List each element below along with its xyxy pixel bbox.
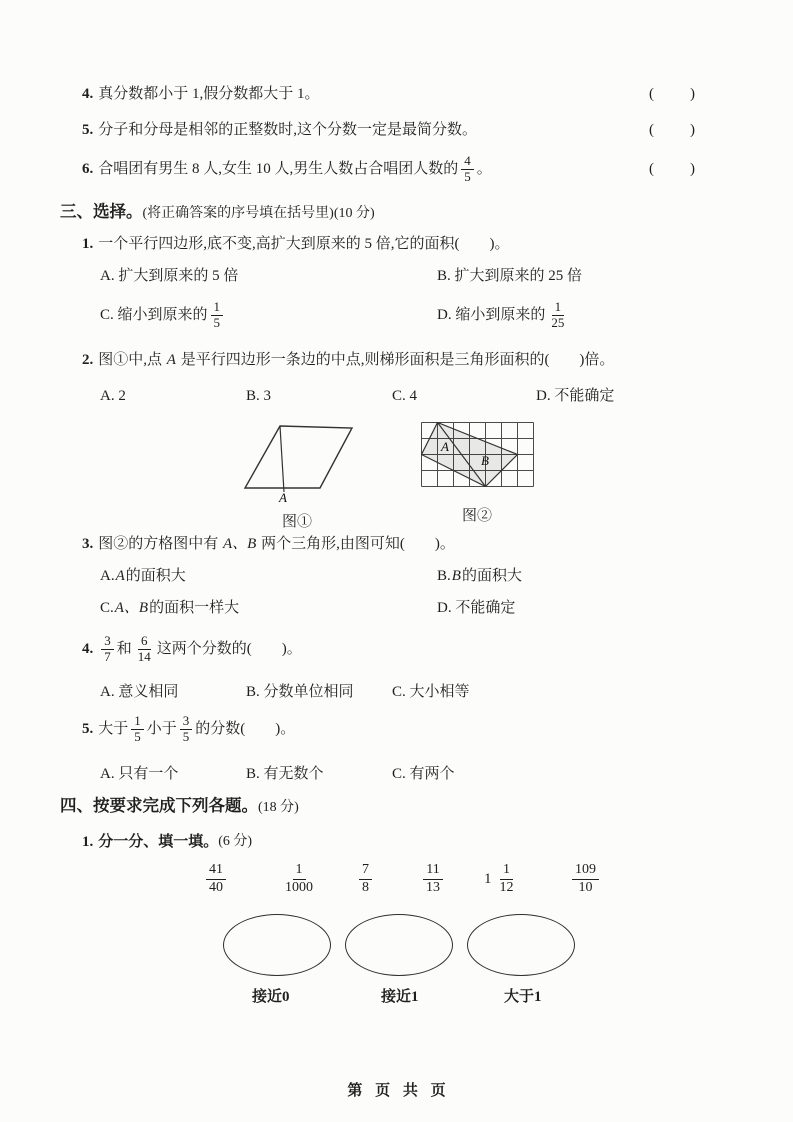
fraction-4-5: $\frac{4}{5}$ — [461, 154, 474, 185]
question-text: 一个平行四边形,底不变,高扩大到原来的 5 倍,它的面积( )。 — [98, 236, 510, 252]
answer-parentheses: ( ) — [649, 86, 697, 102]
s3-q3-option-a: A. A 的面积大 — [100, 568, 186, 584]
page-footer: 第 页 共 页 — [347, 1083, 446, 1099]
s3-question-5 — [82, 708, 295, 750]
fraction-6-14: $\frac{6}{14}$ — [137, 632, 151, 664]
section-3-instructions: (将正确答案的序号填在括号里)(10 分) — [142, 206, 375, 221]
sort-fraction-11-13: $\frac{11}{13}$ — [420, 856, 446, 902]
variables-AB: A、B — [223, 536, 257, 552]
question-text: 和 — [116, 640, 132, 657]
question-text: 大于 — [98, 720, 129, 737]
question-text: 图②的方格图中有 A、B 两个三角形,由图可知( )。 — [98, 536, 455, 552]
s4-question-1 — [82, 832, 252, 852]
s3-q4-option-b: B. 分数单位相同 — [246, 684, 354, 700]
figure-1-caption: 图① — [281, 514, 312, 531]
judge-question-4 — [82, 84, 697, 104]
question-text: 图①中,点 A 是平行四边形一条边的中点,则梯形面积是三角形面积的( )倍。 — [98, 352, 615, 368]
s3-q1-option-a: A. 扩大到原来的 5 倍 — [100, 268, 239, 284]
mixed-number-whole: 1 — [484, 870, 492, 887]
question-number: 5. — [82, 122, 94, 138]
variable-A: A — [166, 352, 176, 368]
s3-q2-option-b: B. 3 — [246, 388, 272, 404]
s3-q3-option-d: D. 不能确定 — [437, 600, 516, 616]
s3-question-4 — [82, 628, 302, 670]
question-text-end: 这两个分数的( )。 — [156, 640, 302, 657]
question-number: 4. — [82, 640, 94, 657]
question-text: 真分数都小于 1,假分数都大于 1。 — [98, 86, 320, 102]
section-3-title: 三、选择。 — [60, 202, 143, 221]
question-number: 5. — [82, 720, 94, 737]
fraction-1-5: $\frac{1}{5}$ — [211, 300, 224, 331]
question-text: 合唱团有男生 8 人,女生 10 人,男生人数占合唱团人数的 — [98, 160, 459, 177]
question-number: 1. — [82, 834, 94, 850]
s3-q1-option-d — [437, 294, 570, 336]
sort-fraction-1-1000: $\frac{1}{1000}$ — [285, 862, 313, 895]
s3-q4-option-c: C. 大小相等 — [392, 684, 470, 700]
question-number: 3. — [82, 536, 94, 552]
question-text-end: 。 — [476, 160, 492, 177]
s3-q2-option-a: A. 2 — [100, 388, 126, 404]
bin-label-near-zero: 接近0 — [252, 989, 290, 1005]
fraction-3-7: $\frac{3}{7}$ — [101, 634, 114, 665]
sort-fraction-41-40: $\frac{41}{40}$ — [203, 856, 229, 902]
question-points: (6 分) — [218, 833, 253, 849]
figure-2-grid — [420, 422, 534, 527]
s3-q1-option-b: B. 扩大到原来的 25 倍 — [437, 268, 583, 284]
triangle-B-label: B — [480, 453, 489, 468]
s3-q4-option-a: A. 意义相同 — [100, 684, 179, 700]
figure-1-parallelogram — [236, 420, 386, 533]
answer-parentheses: ( ) — [649, 160, 697, 177]
judge-question-6 — [82, 148, 697, 190]
question-number: 4. — [82, 86, 94, 102]
s3-q5-option-c: C. 有两个 — [392, 766, 455, 782]
section-4-heading — [60, 795, 299, 818]
section-4-points: (18 分) — [258, 800, 299, 815]
question-number: 6. — [82, 160, 94, 177]
triangle-A-label: A — [440, 439, 449, 454]
s3-q2-option-d: D. 不能确定 — [536, 388, 615, 404]
oval-near-one — [345, 914, 453, 976]
s3-q3-option-b: B. B 的面积大 — [437, 568, 522, 584]
figure-2-caption: 图② — [461, 508, 492, 525]
sort-fraction-1-and-1-12: 1 $\frac{1}{12}$ — [484, 862, 514, 895]
question-number: 2. — [82, 352, 94, 368]
section-4-title: 四、按要求完成下列各题。 — [60, 796, 258, 815]
bin-label-greater-than-one: 大于1 — [504, 989, 542, 1005]
s3-question-2 — [82, 350, 614, 370]
option-text: D. 缩小到原来的 — [437, 306, 546, 323]
question-text-mid: 小于 — [146, 720, 177, 737]
answer-parentheses: ( ) — [649, 122, 697, 138]
sort-fraction-109-10: $\frac{109}{10}$ — [569, 856, 602, 902]
s3-q3-option-c: C. A、B 的面积一样大 — [100, 600, 240, 616]
oval-greater-than-one — [467, 914, 575, 976]
grid-triangles-drawing — [421, 422, 534, 487]
s3-q1-option-c — [100, 294, 226, 336]
question-title: 分一分、填一填。 — [98, 834, 219, 850]
s3-q5-option-a: A. 只有一个 — [100, 766, 179, 782]
question-number: 1. — [82, 236, 94, 252]
question-text-end: 的分数( )。 — [195, 720, 296, 737]
s3-question-3 — [82, 534, 455, 554]
fraction-3-5: $\frac{3}{5}$ — [180, 714, 193, 745]
s3-q2-option-c: C. 4 — [392, 388, 418, 404]
s3-question-1 — [82, 234, 510, 254]
fraction-1-5: $\frac{1}{5}$ — [131, 714, 144, 745]
bin-label-near-one: 接近1 — [381, 989, 419, 1005]
question-text: 分子和分母是相邻的正整数时,这个分数一定是最简分数。 — [98, 122, 478, 138]
parallelogram-drawing — [236, 420, 386, 504]
section-3-heading — [60, 201, 375, 224]
option-text: C. 缩小到原来的 — [100, 306, 208, 323]
judge-question-5 — [82, 120, 697, 140]
oval-near-zero — [223, 914, 331, 976]
s3-q5-option-b: B. 有无数个 — [246, 766, 324, 782]
sort-fraction-7-8: $\frac{7}{8}$ — [356, 856, 375, 902]
fraction-1-25: $\frac{1}{25}$ — [551, 298, 565, 330]
point-A-label: A — [279, 490, 287, 504]
